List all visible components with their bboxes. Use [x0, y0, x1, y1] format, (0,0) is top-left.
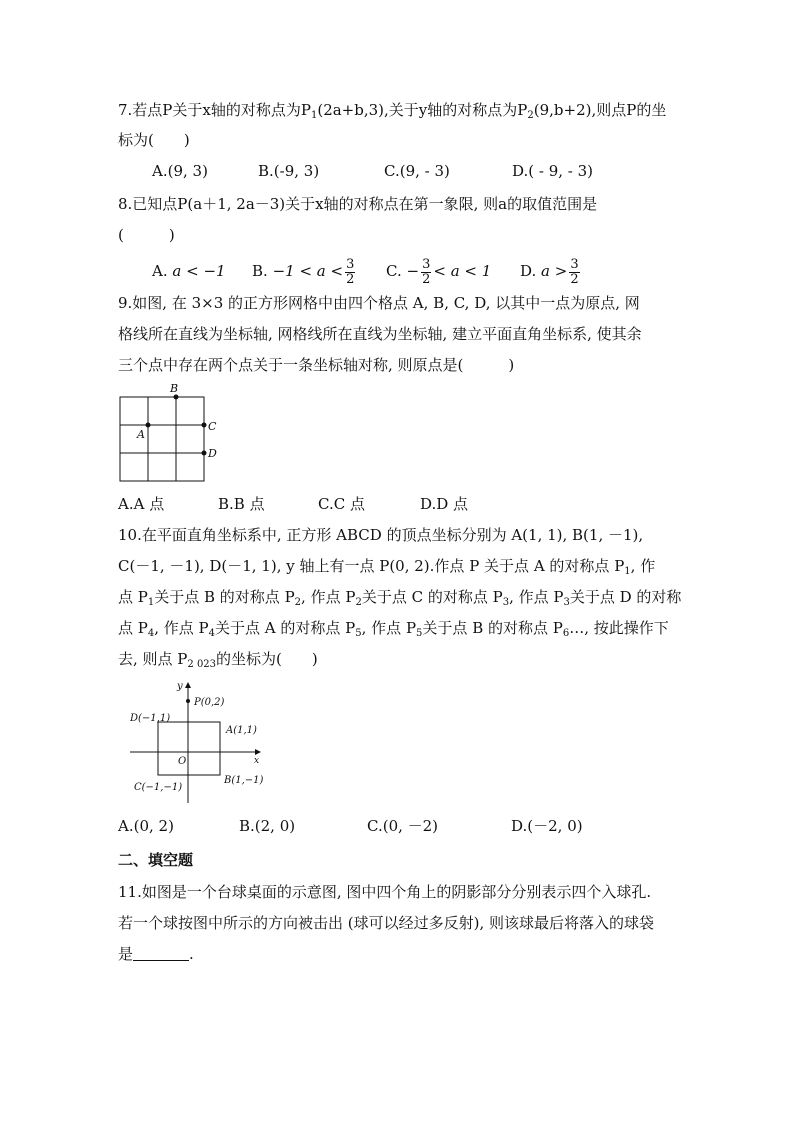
q9-option-d[interactable]: D.D 点	[420, 495, 469, 513]
q9-line-1: 9.如图, 在 3×3 的正方形网格中由四个格点 A, B, C, D, 以其中一点为原点, 网	[118, 294, 640, 312]
q10-line-1: 10.在平面直角坐标系中, 正方形 ABCD 的顶点坐标分别为 A(1, 1), B(1, －1),	[118, 526, 644, 544]
q7-option-d[interactable]: D.( - 9, - 3)	[512, 162, 594, 180]
fraction: $\frac{3}{2}$	[346, 256, 355, 287]
q8-line-1: 8.已知点P(a＋1, 2a－3)关于x轴的对称点在第一象限, 则a的取值范围是	[118, 195, 598, 213]
q10-option-c[interactable]: C.(0, －2)	[367, 817, 439, 835]
q9-option-a[interactable]: A.A 点	[118, 495, 165, 513]
c-label: C(−1,−1)	[134, 782, 183, 793]
q9-line-2: 格线所在直线为坐标轴, 网格线所在直线为坐标轴, 建立平面直角坐标系, 使其余	[118, 325, 642, 343]
q7-option-c[interactable]: C.(9, - 3)	[384, 162, 450, 180]
q9-line-3: 三个点中存在两个点关于一条坐标轴对称, 则原点是( )	[118, 356, 515, 374]
point-b	[174, 395, 179, 400]
grid-lines	[120, 397, 204, 481]
q8-line-2: ( )	[118, 226, 175, 244]
fraction: $\frac{3}{2}$	[570, 256, 579, 287]
x-axis-label: x	[254, 756, 260, 766]
q10-line-4: 点 $P_4$, 作点 $P_4$关于点 A 的对称点 $P_5$, 作点 $P_5$关于点 B 的对称点 $P_6\dots$, 按此操作下	[118, 619, 669, 639]
q10-line-3: 点 $P_1$关于点 B 的对称点 $P_2$, 作点 $P_2$关于点 C 的对称点 $P_3$, 作点 $P_3$关于点 D 的对称	[118, 588, 682, 608]
y-axis-label: y	[177, 681, 183, 692]
q7-line-2: 标为( )	[118, 131, 190, 149]
q10-option-b[interactable]: B.(2, 0)	[239, 817, 296, 835]
q10-line-2: C(－1, －1), D(－1, 1), y 轴上有一点 P(0, 2).作点 P 关于点 A 的对称点 $P_1$, 作	[118, 557, 656, 577]
q10-coordinate-figure	[125, 675, 285, 810]
q10-option-d[interactable]: D.(－2, 0)	[511, 817, 583, 835]
q8-option-c[interactable]: C. − $\frac{3}{2}$ < a < 1	[386, 256, 492, 287]
point-a	[146, 423, 151, 428]
q10-option-a[interactable]: A.(0, 2)	[118, 817, 174, 835]
q11-line-2: 若一个球按图中所示的方向被击出 (球可以经过多反射), 则该球最后将落入的球袋	[118, 914, 655, 932]
label-a: A	[137, 428, 145, 441]
q8-option-b[interactable]: B. −1 < a < $\frac{3}{2}$	[252, 256, 355, 287]
answer-blank[interactable]	[133, 946, 189, 961]
point-p	[186, 699, 190, 703]
label-b: B	[170, 382, 179, 395]
q8-option-d[interactable]: D. a > $\frac{3}{2}$	[520, 256, 579, 287]
label-c: C	[208, 420, 217, 433]
q7-line-1: 7.若点P关于x轴的对称点为$P_1(2a+b,3)$,关于y轴的对称点为$P_2(9,b+2)$,则点P的坐	[118, 101, 667, 121]
p-label: P(0,2)	[194, 697, 225, 708]
q9-option-b[interactable]: B.B 点	[218, 495, 265, 513]
fraction: $\frac{3}{2}$	[422, 256, 431, 287]
q7-option-a[interactable]: A.(9, 3)	[152, 162, 208, 180]
d-label: D(−1,1)	[130, 713, 171, 724]
q9-option-c[interactable]: C.C 点	[318, 495, 365, 513]
q7-option-b[interactable]: B.(-9, 3)	[258, 162, 320, 180]
origin-label: O	[178, 756, 187, 767]
b-label: B(1,−1)	[224, 775, 264, 786]
q11-line-1: 11.如图是一个台球桌面的示意图, 图中四个角上的阴影部分分别表示四个入球孔.	[118, 883, 652, 901]
q8-option-a[interactable]: A. a < −1	[152, 262, 226, 280]
square-abcd	[158, 722, 220, 775]
point-d	[202, 451, 207, 456]
q9-grid-figure	[110, 380, 230, 485]
section-title: 二、填空题	[118, 851, 194, 869]
label-d: D	[208, 447, 217, 460]
q11-line-3: 是 .	[118, 945, 194, 963]
q10-line-5: 去, 则点 $P_{2 023}$的坐标为( )	[118, 650, 318, 670]
a-label: A(1,1)	[226, 725, 257, 736]
point-c	[202, 423, 207, 428]
